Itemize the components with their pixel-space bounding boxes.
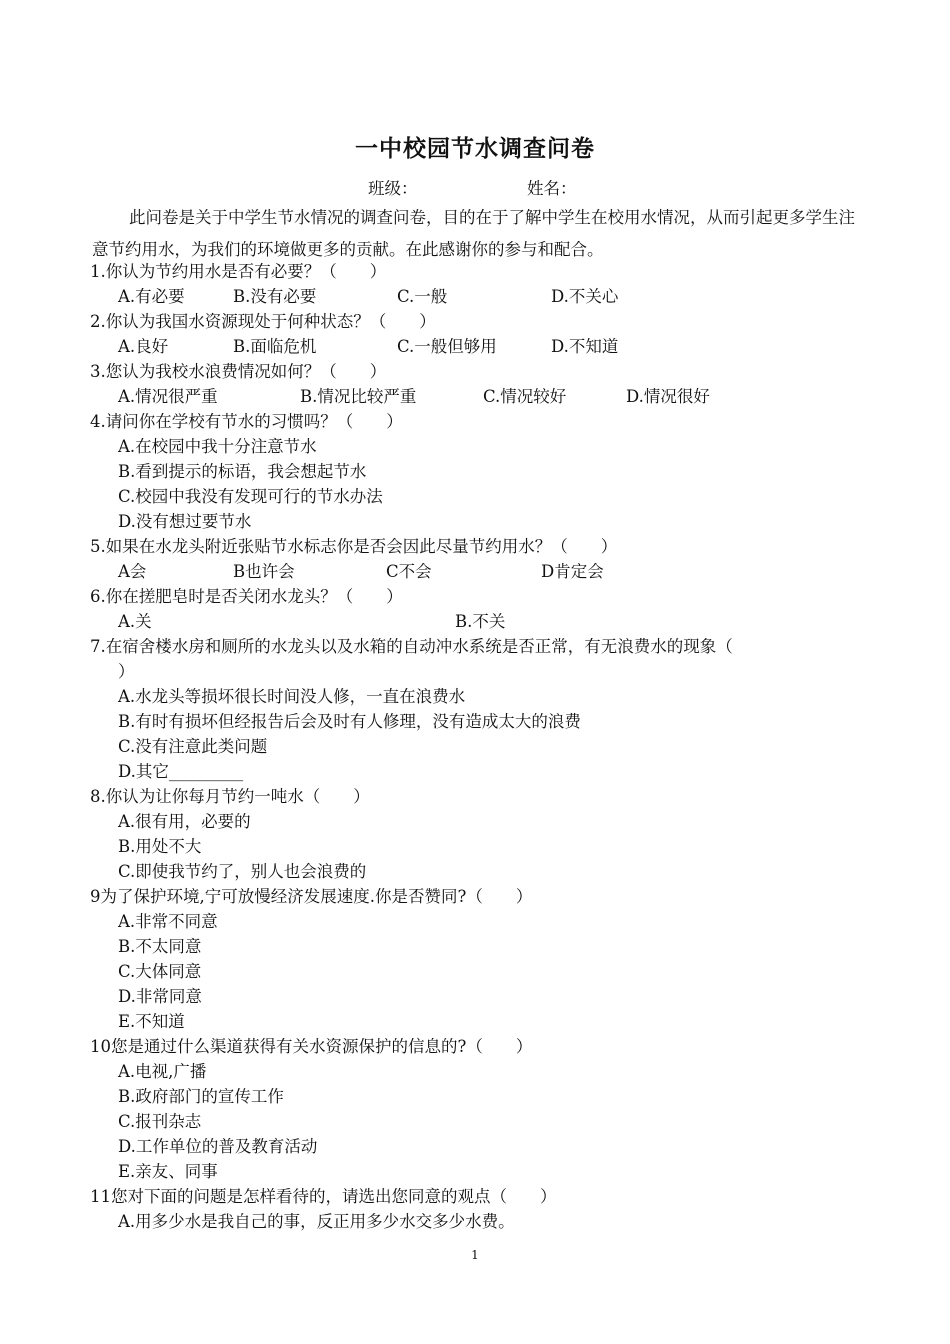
- question-3: 3.您认为我校水浪费情况如何？（ ）: [90, 362, 387, 381]
- question-1: 1.你认为节约用水是否有必要？（ ）: [90, 262, 387, 281]
- q8-option-a: A.很有用，必要的: [118, 812, 251, 831]
- q3-option-c: C.情况较好: [483, 387, 567, 406]
- q4-option-c: C.校园中我没有发现可行的节水办法: [118, 487, 383, 506]
- name-label: 姓名：: [527, 179, 577, 198]
- q5-option-b: B也许会: [233, 562, 295, 581]
- class-label: 班级：: [368, 179, 418, 198]
- q1-option-d: D.不关心: [551, 287, 619, 306]
- q10-option-a: A.电视,广播: [118, 1062, 207, 1081]
- question-4: 4.请问你在学校有节水的习惯吗？（ ）: [90, 412, 403, 431]
- q7-option-d: D.其它_________: [118, 762, 244, 781]
- q5-option-d: D肯定会: [541, 562, 604, 581]
- q4-option-a: A.在校园中我十分注意节水: [118, 437, 317, 456]
- question-6: 6.你在搓肥皂时是否关闭水龙头？（ ）: [90, 587, 403, 606]
- question-7: 7.在宿舍楼水房和厕所的水龙头以及水箱的自动冲水系统是否正常，有无浪费水的现象（: [90, 637, 733, 656]
- q2-option-b: B.面临危机: [233, 337, 317, 356]
- q1-option-a: A.有必要: [118, 287, 185, 306]
- question-10: 10您是通过什么渠道获得有关水资源保护的信息的?（ ）: [90, 1037, 533, 1056]
- q9-option-c: C.大体同意: [118, 962, 202, 981]
- q11-option-a: A.用多少水是我自己的事，反正用多少水交多少水费。: [118, 1212, 515, 1231]
- q9-option-d: D.非常同意: [118, 987, 202, 1006]
- q10-option-b: B.政府部门的宣传工作: [118, 1087, 284, 1106]
- page-number: 1: [471, 1248, 479, 1262]
- page-title: 一中校园节水调查问卷: [355, 135, 595, 162]
- q6-option-b: B.不关: [455, 612, 506, 631]
- question-5: 5.如果在水龙头附近张贴节水标志你是否会因此尽量节约用水？（ ）: [90, 537, 618, 556]
- q7-option-c: C.没有注意此类问题: [118, 737, 268, 756]
- q4-option-b: B.看到提示的标语，我会想起节水: [118, 462, 367, 481]
- question-7-continuation: ）: [118, 662, 135, 681]
- q3-option-a: A.情况很严重: [118, 387, 218, 406]
- q10-option-c: C.报刊杂志: [118, 1112, 202, 1131]
- q7-option-a: A.水龙头等损坏很长时间没人修，一直在浪费水: [118, 687, 466, 706]
- q5-option-c: C不会: [386, 562, 432, 581]
- question-8: 8.你认为让你每月节约一吨水（ ）: [90, 787, 370, 806]
- q10-option-e: E.亲友、同事: [118, 1162, 218, 1181]
- q8-option-c: C.即使我节约了，别人也会浪费的: [118, 862, 367, 881]
- q10-option-d: D.工作单位的普及教育活动: [118, 1137, 318, 1156]
- q3-option-d: D.情况很好: [626, 387, 710, 406]
- q8-option-b: B.用处不大: [118, 837, 202, 856]
- q9-option-b: B.不太同意: [118, 937, 202, 956]
- intro-paragraph: 此问卷是关于中学生节水情况的调查问卷，目的在于了解中学生在校用水情况，从而引起更多学生注意节约用水，为我们的环境做更多的贡献。在此感谢你的参与和配合。: [92, 208, 855, 259]
- q2-option-c: C.一般但够用: [397, 337, 497, 356]
- q5-option-a: A会: [118, 562, 147, 581]
- q4-option-d: D.没有想过要节水: [118, 512, 252, 531]
- question-11: 11您对下面的问题是怎样看待的，请选出您同意的观点（ ）: [90, 1187, 557, 1206]
- q1-option-b: B.没有必要: [233, 287, 317, 306]
- q9-option-a: A.非常不同意: [118, 912, 218, 931]
- question-2: 2.你认为我国水资源现处于何种状态？（ ）: [90, 312, 436, 331]
- q3-option-b: B.情况比较严重: [300, 387, 417, 406]
- question-9: 9为了保护环境,宁可放慢经济发展速度.你是否赞同?（ ）: [90, 887, 533, 906]
- q1-option-c: C.一般: [397, 287, 448, 306]
- q9-option-e: E.不知道: [118, 1012, 185, 1031]
- q7-option-b: B.有时有损坏但经报告后会及时有人修理，没有造成太大的浪费: [118, 712, 581, 731]
- q2-option-d: D.不知道: [551, 337, 619, 356]
- q2-option-a: A.良好: [118, 337, 169, 356]
- q6-option-a: A.关: [118, 612, 152, 631]
